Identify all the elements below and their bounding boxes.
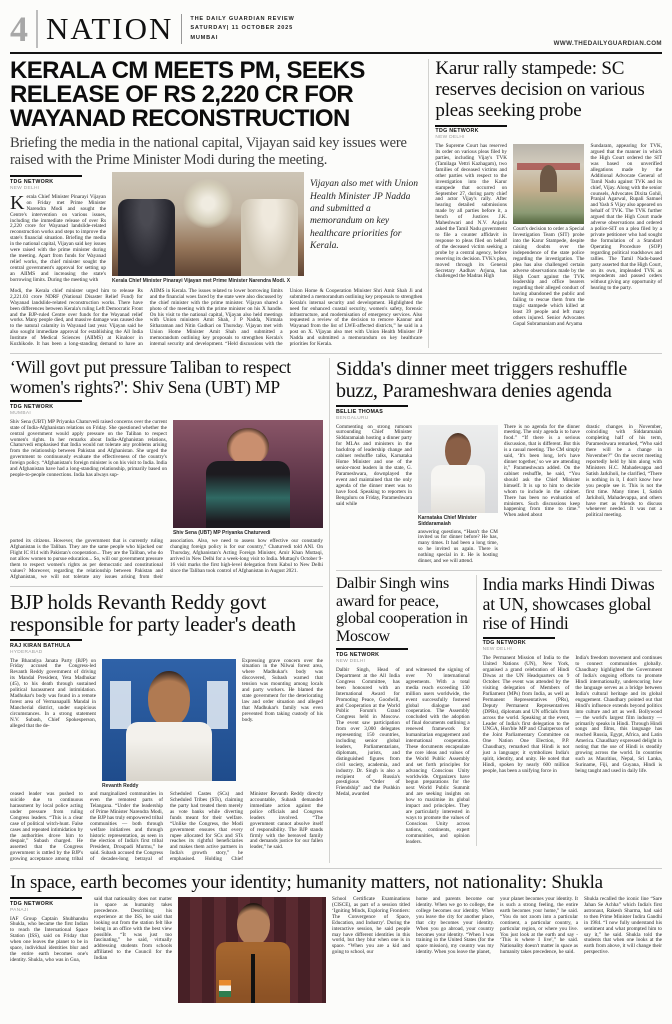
photo-caption: Revanth Reddy <box>102 782 139 789</box>
article-columns <box>336 425 662 566</box>
article-dalbir-singh <box>336 575 470 846</box>
photo-priyanka-chaturvedi <box>173 420 323 528</box>
article-figure <box>102 659 236 790</box>
article-body: The Supreme Court has reserved its order on various pleas filed by parties, including Vijay's TVK (Tamilaga Vettri Kazhagam), two families of deceased victims and other parties with respect to the investigation into the Karur stampede that occurred on September 27, during party chief and actor Vijay's rally. After hearing detailed submissions made by all parties before it, a bench of Justices J.K. Maheshwari and N.V. Anjaria asked the Tamil Nadu government to file a counter affidavit in response to pleas filed on behalf of the deceased victim seeking a probe by a central agency, before reserving its decision. TVK's plea, moved through its General Secretary Aadhav Arjuna, has challenged the Madras High <box>435 143 507 280</box>
section-rule <box>10 868 662 869</box>
portrait-head <box>445 433 471 468</box>
article-headline: BJP holds Revanth Reddy govt responsible for party leader's death <box>10 589 296 637</box>
article-body: and witnessed the signing of over 70 international agreements. With a total media reach exceeding 130 million users worldwide, the event successfully fostered global dialogue and cooperation. The Assembly concluded with the adoption of final documents outlining a renewed framework for humanitarian engagement and international cooperation. These documents encapsulate the core ideas and values of the World Public Assembly and set forth principles for advancing Conscious Unity worldwide. Organizers have begun preparations for the next World Public Summit and are seeking insights on how to maximise its global impact and principles. They are particularly interested in ways to promote the values of Conscious Unity across nations, continents, expert communities, and opinion leaders. <box>405 666 470 845</box>
pull-quote: Vijayan also met with Union Health Minister JP Nadda and submitted a memorandum on key healthcare priorities for Kerala. <box>310 179 419 252</box>
page-number: 4 <box>10 8 28 49</box>
portrait-torso <box>126 722 212 781</box>
byline <box>435 125 507 141</box>
article-headline: Sidda's dinner meet triggers reshuffle buzz, Parameshwara denies agenda <box>335 358 628 403</box>
article-kerala-cm <box>10 59 422 348</box>
publication-info <box>190 15 294 44</box>
divider <box>181 14 182 44</box>
byline-name: TDG NETWORK <box>10 403 54 410</box>
article-columns <box>483 656 662 774</box>
article-bjp-revanth <box>10 591 323 863</box>
column-rule <box>476 575 477 846</box>
article-body: The Permanent Mission of India to the United Nations (UN), New York, organised a grand celebration of Hindi Diwas at the UN Headquarters on 9 October. The event was attended by the visiting delegation of Members of Parliament (MPs) from India, as well as Permanent Representatives (PRs), Deputy Permanent Representatives (DPRs), diplomats and UN officials from across the world. Speaking at the event, Leader of India's first delegation to the UNGA, Hon'ble MP and Chairperson of the Joint Parliamentary Committee on One Nation One Election, P.P. Chaudhary, remarked that Hindi is not just a language; it symbolizes India's spirit, identity, and unity. He noted that Hindi, spoken by nearly 600 million people, has been a unifying force in <box>482 655 570 774</box>
article-columns <box>336 668 470 846</box>
article-hindi-diwas <box>483 575 662 846</box>
article-middle-column <box>418 425 498 566</box>
photo-revanth-reddy <box>102 659 236 781</box>
article-body: said that nationality does not matter in space as humanity takes precedence. Describing his experience at the ISS, he said that looking out from the station felt like being in an office with the best view possible. “It was just too fascinating,” he said, virtually addressing students from schools affiliated to the Council for the Indian <box>94 896 172 962</box>
photo-caption: Karnataka Chief Minister Siddaramaiah <box>418 514 477 528</box>
section-rule <box>336 570 662 571</box>
photo-kerala-cm-meeting <box>112 172 304 276</box>
article-columns <box>10 897 662 1003</box>
article-figure <box>178 897 326 1003</box>
article-sidda-dinner <box>336 358 662 565</box>
article-headline: India marks Hindi Diwas at UN, showcases global rise of Hindi <box>482 574 655 634</box>
column-rule <box>329 358 330 863</box>
article-headline: Karur rally stampede: SC reserves decision on various pleas seeking probe <box>435 58 645 121</box>
article-body: your planet becomes your identity. It is such a strong feeling, the entire earth becomes your home,” he said. “You do not zoom into a particular continent, a particular country, a particular region, or where you live. You just look at the earth and say - ‘This is where I live',” he said. Nationality doesn't matter in space as humanity takes precedence, he said. <box>500 896 578 956</box>
building-dome <box>540 165 557 192</box>
photo-supreme-court <box>513 144 585 224</box>
article-top-section <box>10 420 323 537</box>
article-body: Commenting on strong rumours surrounding Chief Minister Siddaramaiah hosting a dinner party for MLAs and ministers in the backdrop of leadership change and cabinet reshuffle talks, Karnataka Home Minister and one of the senior-most leaders in the state, G. Parameshwara, downplayed the event and maintained that the only agenda of the dinner meet was to have food. Speaking to reporters in Bengaluru on Friday, Parameshwara said while <box>335 423 413 507</box>
byline <box>336 648 408 664</box>
byline-location: BENGALURU <box>335 415 369 421</box>
article-body: IAF Group Captain Shubhanshu Shukla, who became the first Indian to reach the International Space Station (ISS), said on Friday that when one leaves the planet to be in space, individual identities blur and the entire earth becomes one's identity. Shukla, who was in Goa, <box>10 915 88 963</box>
article-body-columns: Modi, the Kerala chief minister urged him to release Rs 2,221.03 crore NDRF (National Disaster Relief Fund) for Wayanad landslide-related reconstruction works. There have been differences between Kerala's ruling Left Democratic Front and the BJP-ruled Centre over funds for the Wayanad relief works. Many people died, and massive damage was caused due to the natural calamity in Wayanad last year. Vijayan said he also sought immediate approval for establishing the All India Institute of Medical Sciences (AIIMS) at Kinaloor in Kozhikode. It has been a long-standing demand to have an AIIMS in Kerala. The issues related to lower borrowing limits and the financial woes faced by the state were also discussed by the chief minister with the prime minister. Vijayan shared a photo of the meeting with the prime minister on his X handle. On his visit to the national capital, Vijayan also held meetings with Union ministers Amit Shah, J P Nadda, Nirmala Sitharaman and Nitin Gadkari on Thursday. Vijayan met with Union Home Minister Amit Shah and submitted a memorandum outlining key proposals to strengthen Kerala's internal security and development. “Held discussions with the Union Home & Cooperation Minister Shri Amit Shah Ji and submitted a memorandum outlining key proposals to strengthen Kerala's internal security and development. Highlighted the need for enhanced coastal security, women's safety, forensic infrastructure, and modernisation of emergency services. Also requested a review of the decision to remove Kannur and Wayanad from the list of LWE-affected districts,” he said in a post on X. Vijayan also met with Union Health Minister JP Nadda and submitted a memorandum on key healthcare priorities for Kerala. <box>10 287 423 348</box>
figure-silhouette <box>118 199 176 276</box>
section-rule <box>10 353 662 354</box>
article-first-column <box>10 897 88 1003</box>
article-headline: Dalbir Singh wins award for peace, global cooperation in Moscow <box>335 575 468 645</box>
masthead-left <box>10 10 295 48</box>
column-rule <box>428 59 429 348</box>
article-standfirst: Briefing the media in the national capital, Vijayan said key issues were raised with the Prime Minister Modi during the meeting. <box>10 135 407 168</box>
masthead <box>10 6 662 52</box>
article-top-section <box>10 172 422 285</box>
section-rule <box>10 586 323 587</box>
byline <box>10 400 82 416</box>
photo-caption: Kerala Chief Minister Pinarayi Vijayan met Prime Minister Narendra Modi. X <box>112 278 291 285</box>
article-headline: In space, earth becomes your identity; humanity matters, not nationality: Shukla <box>10 872 603 894</box>
publication-city: MUMBAI <box>190 34 219 41</box>
article-shukla-space <box>10 873 662 1003</box>
publication-name: THE DAILY GUARDIAN REVIEW <box>190 15 295 22</box>
portrait-head <box>227 428 269 465</box>
section-title: NATION <box>46 11 174 46</box>
portrait-head <box>148 671 191 727</box>
left-stack <box>10 358 323 863</box>
article-body: Court's decision to order a Special Investigation Team (SIT) probe into the Karur Stampede, despite raising doubts over the independence of the state police regarding the investigation. The plea has also challenged certain adverse observations made by the High Court against the TVK leadership and office bearers regarding their alleged conduct of having abandoned the public and failing to rescue them from the tragic stampede which killed at least 39 people and left many others injured. Senior Advocates Gopal Subramaniam and Aryama <box>512 226 585 327</box>
byline-location: NEW DELHI <box>482 647 512 653</box>
article-shivsena-mp <box>10 358 323 581</box>
portrait-torso <box>206 461 290 528</box>
article-body: home and parents become our identity. When we go to college, the college becomes our identity. When you leave the city for another place, that city becomes your identity. When you go abroad, your country becomes your identity. “When I was training in the United States (for the space mission), my country was my identity. When you leave the planet, <box>416 896 494 956</box>
divider <box>36 10 38 48</box>
article-body: Dalbir Singh, Head of Department at the All India Congress Committee, has been honoured with an International Award for Promoting Peace, Goodwill, and Cooperation at the World Public Forum's Grand Congress held in Moscow. The event saw participation from over 3,000 delegates representing 150 countries, including senior global leaders, Parliamentarians, diplomats, jurists, and distinguished figures from civil society, academia, and industry. Dr. Singh is also a recipient of Russia's prestigious “Order of Friendship” and the Pushkin Medal, awarded <box>335 666 400 798</box>
photo-shubhanshu-shukla <box>178 897 326 1003</box>
byline <box>10 639 82 655</box>
article-body: The Bharatiya Janata Party (BJP) on Friday accused the Congress-led Revanth Reddy government of driving its Mandal President, Yeta Madhukar (45), to his death through sustained political harassment and intimidation. Madhukar's body was found in a remote forest area of Vermanapalli Mandal in Mancherial district, under suspicious circumstances. In a strong statement N.V. Subash, Chief Spokesperson, alleged that the de- <box>10 657 96 729</box>
article-headline: ‘Will govt put pressure Taliban to respect women's rights?': Shiv Sena (UBT) MP <box>10 357 291 397</box>
portrait-head <box>237 903 270 945</box>
byline-name: TDG NETWORK <box>10 900 54 907</box>
right-stack <box>336 358 662 863</box>
portrait-torso <box>431 465 485 513</box>
byline-location: HYDERABAD <box>10 649 43 655</box>
article-middle-column <box>513 144 585 328</box>
byline-name: TDG NETWORK <box>482 640 526 647</box>
byline-name: TDG NETWORK <box>335 651 380 658</box>
article-body: There is no agenda for the dinner meeting. The only agenda is to have food.” “If there is a serious discussion, that is different. But this is a casual meeting. The CM simply said, ‘It's been long, let's have dinner together,' so we are attending it,” Parameshwara added. On the cabinet reshuffle, he said, “You should ask the Chief Minister himself. It is up to him to decide whom to include in the cabinet. There has been no evaluation of ministers. Such discussions keep happening from time to time.” When asked about <box>503 423 580 519</box>
article-body: India's freedom movement and continues to connect communities globally. Chaudhary highlighted the Government of India's ongoing efforts to promote Hindi internationally, underscoring how the language serves as a bridge between India's cultural heritage and its global engagement. Chaudhary pointed out that Hindi's influence extends beyond politics into culture and art as well. Bollywood — the world's largest film industry — primarily speaks in Hindi. Through Hindi songs and films, this language has reached Russia, Egypt, Africa, and Latin America. Chaudhary expressed delight in noting that the use of Hindi is steadily growing across the world. In countries such as Mauritius, Nepal, Sri Lanka, Suriname, Fiji, and Guyana, Hindi is being taught and used in daily life. <box>575 655 662 774</box>
microphone <box>251 954 255 1003</box>
article-first-column <box>10 172 106 285</box>
byline-name: BELLIE THOMAS <box>335 408 384 415</box>
article-columns <box>435 144 662 328</box>
india-flag <box>219 980 231 997</box>
byline-name: RAJ KIRAN BATHULA <box>10 642 71 649</box>
article-top-section <box>10 659 323 790</box>
byline <box>10 897 82 913</box>
article-body-columns: ported its citizens. However, the government that is currently ruling Afghanistan is the Taliban. They are the same people who hijacked our Flight IC 814 with Pakistan's cooperation... They are the Taliban, who do not allow women to pursue education... So, will our government pressure them to respect women's rights as per democratic and constitutional values? Moreover, regarding the relationship between Pakistan and Afghanistan, we will not tolerate any issues arising from their association. Also, we need to assess how effective our constantly changing foreign policy is for our country,” Chaturvedi told ANI. On Thursday, Afghanistan's Acting Foreign Minister, Amir Khan Muttaqi, arrived in New Delhi for a week-long visit to India. Muttaqi's October 9-16 visit marks the first high-level delegation from Kabul to New Delhi since the Taliban took control of Afghanistan in August 2021. <box>10 538 323 580</box>
article-body: Shiv Sena (UBT) MP Priyanka Chaturvedi raised concerns over the current state of India-Afghanistan relations on Friday. She questioned whether the central government would apply pressure on the Taliban to respect women's rights. In her remarks about India-Afghanistan relations, Chaturvedi emphasised that India would not tolerate any problems arising from the relationship between Pakistan and Afghanistan. She urged the government to continuously evaluate the effectiveness of the country's foreign policy. “Afghanistan's foreign minister is on his visit to India. India and Afghanistan have had a long-standing relationship, primarily based on people-to-people connections. India has always sup- <box>10 418 167 479</box>
article-body-columns: ceased leader was pushed to suicide due to continuous harassment by local police acting under pressure from ruling Congress leaders. “This is a clear case of political witch-hunt. False cases and repeated intimidation by the authorities drove him to despair,” Subash charged. He asserted that the Congress government is rattled by the BJP's growing acceptance among tribal and marginalized communities in even the remotest parts of Telangana. “Under the leadership of Prime Minister Narendra Modi, the BJP has truly empowered tribal communities — both through welfare initiatives and through historic representation, as seen in the election of India's first tribal President, Droupadi Murmu,” he said. Subash accused the Congress of decades-long betrayal of Scheduled Castes (SCs) and Scheduled Tribes (STs), claiming the party had treated them merely as vote banks while diverting funds meant for their welfare. “Unlike the Congress, the Modi government ensures that every rupee allocated for SCs and STs reaches its rightful beneficiaries and makes them active partners in India's growth story,” he emphasised. Holding Chief Minister Revanth Reddy directly accountable, Subash demanded immediate action against the police officials and Congress leaders involved. “The government cannot absolve itself of responsibility. The BJP stands firmly with the bereaved family and demands justice for our fallen leader,” he said. <box>10 791 323 863</box>
article-headline: KERALA CM MEETS PM, SEEKS RELEASE OF RS 2,220 CR FOR WAYANAD RECONSTRUCTION <box>10 57 365 132</box>
byline-location: NEW DELHI <box>335 658 366 664</box>
top-row <box>10 59 662 348</box>
pull-quote-column <box>310 172 422 285</box>
article-figure <box>112 172 304 285</box>
article-body: answering questions, “Hasn't the CM invited us for dinner before? He has, many times. It had been a long time, so he invited us again. There is nothing special in it. He is hosting dinner, and we will attend. <box>418 528 498 565</box>
publication-date: SATURDAY| 11 OCTOBER 2025 <box>190 25 293 32</box>
byline-location: NEW DELHI <box>10 185 40 191</box>
byline-location: MUMBAI <box>10 410 31 416</box>
byline-name: TDG NETWORK <box>435 128 479 135</box>
masthead-rule <box>10 52 662 54</box>
figure-silhouette <box>241 199 299 276</box>
article-karur-stampede <box>435 59 662 348</box>
article-figure <box>173 420 323 537</box>
article-body: drastic changes in November, coinciding with Siddaramaiah completing half of his term, Parameshwara remarked, “Who said there will be a change in November?” On the secret meeting reportedly held by him along with Ministers H.C. Mahadevappa and Satish Jarkiholi, he clarified, “There is nothing in it, I don't know how you people see it. This is not the first time. Many times I, Satish Jarkiholi, Mahadevappa, and others have met as friends to discuss whenever needed. It was not a political meeting. <box>585 423 662 519</box>
article-body: Expressing grave concern over the situation in the Nilwai forest area, where Madhukar's body was discovered, Subash warned that tension was mounting among locals and party workers. He blamed the state government for the deteriorating law and order situation and alleged that Madhukar's family was even prevented from taking custody of his body. <box>242 657 323 723</box>
byline-name: TDG NETWORK <box>10 178 54 185</box>
backdrop-letter <box>207 681 228 730</box>
backdrop-letter <box>110 681 131 730</box>
article-body: Sundaram, appearing for TVK, argued that the manner in which the High Court ordered the SIT was based on unverified allegations made by the Additional Advocate General of Tamil Nadu against TVK and its chief, Vijay. Along with the senior counsels, Advocates Dixita Gohil, Pranjal Agarwal, Rupali Samuel and Yash S Vijay also appeared on behalf of TVK. The TVK further argued that the High Court made adverse observations and ordered a police-SIT on a plea filed by a private petitioner who had sought the formulation of a Standard Operating Procedure (SOP) regarding political roadshows and rallies. The Tamil Nadu-based party asserted that the High Court, on its own, impleaded TVK as respondents and passed orders without giving any opportunity of hearing to the party. <box>590 143 662 292</box>
flower-arrangement <box>183 179 233 229</box>
byline <box>483 637 555 653</box>
photo-siddaramaiah <box>418 425 498 513</box>
byline <box>10 175 82 191</box>
website-url: WWW.THEDAILYGUARDIAN.COM <box>553 40 662 47</box>
article-body: Shukla recalled the iconic line “Sare Jahan Se Achha” which India's first astronaut, Rakesh Sharma, had said to then Prime Minister Indira Gandhi in 1984. “I now fully understand his sentiment and what prompted him to say it,” he said. Shukla told the students that when one looks at the earth from above, it will change their perspective. <box>584 896 662 956</box>
bottom-right-row <box>336 575 662 846</box>
article-body: Kerala Chief Minister Pinarayi Vijayan on Friday met Prime Minister Narendra Modi and sought the Centre's intervention on various issues, including the immediate release of over Rs 2,220 crore for Wayanad landslide-related reconstruction works and steps to improve the state's financial situation. Briefing the media in the national capital, Vijayan said key issues were raised with the prime minister during the meeting. Apart from funds for Wayanad relief works, the chief minister sought the central government's approval for setting up an AIIMS and increasing the state's borrowing limits. During the meeting with <box>10 191 106 283</box>
byline <box>336 405 408 421</box>
photo-caption: Shiv Sena (UBT) MP Priyanka Chaturvedi <box>172 529 271 536</box>
byline-location: NEW DELHI <box>435 135 465 141</box>
article-body: School Certificate Examinations (CISCE), as part of a session titled ‘Igniting Minds, Exploring Frontiers: The Convergence of Space, Education, and Industry'. During the interactive session, he said people may have different identities in this world, but they blur when one is in space. “When you are a kid and going to school, our <box>332 896 410 956</box>
middle-zone <box>10 358 662 863</box>
byline-location: PANAJI <box>10 907 29 913</box>
